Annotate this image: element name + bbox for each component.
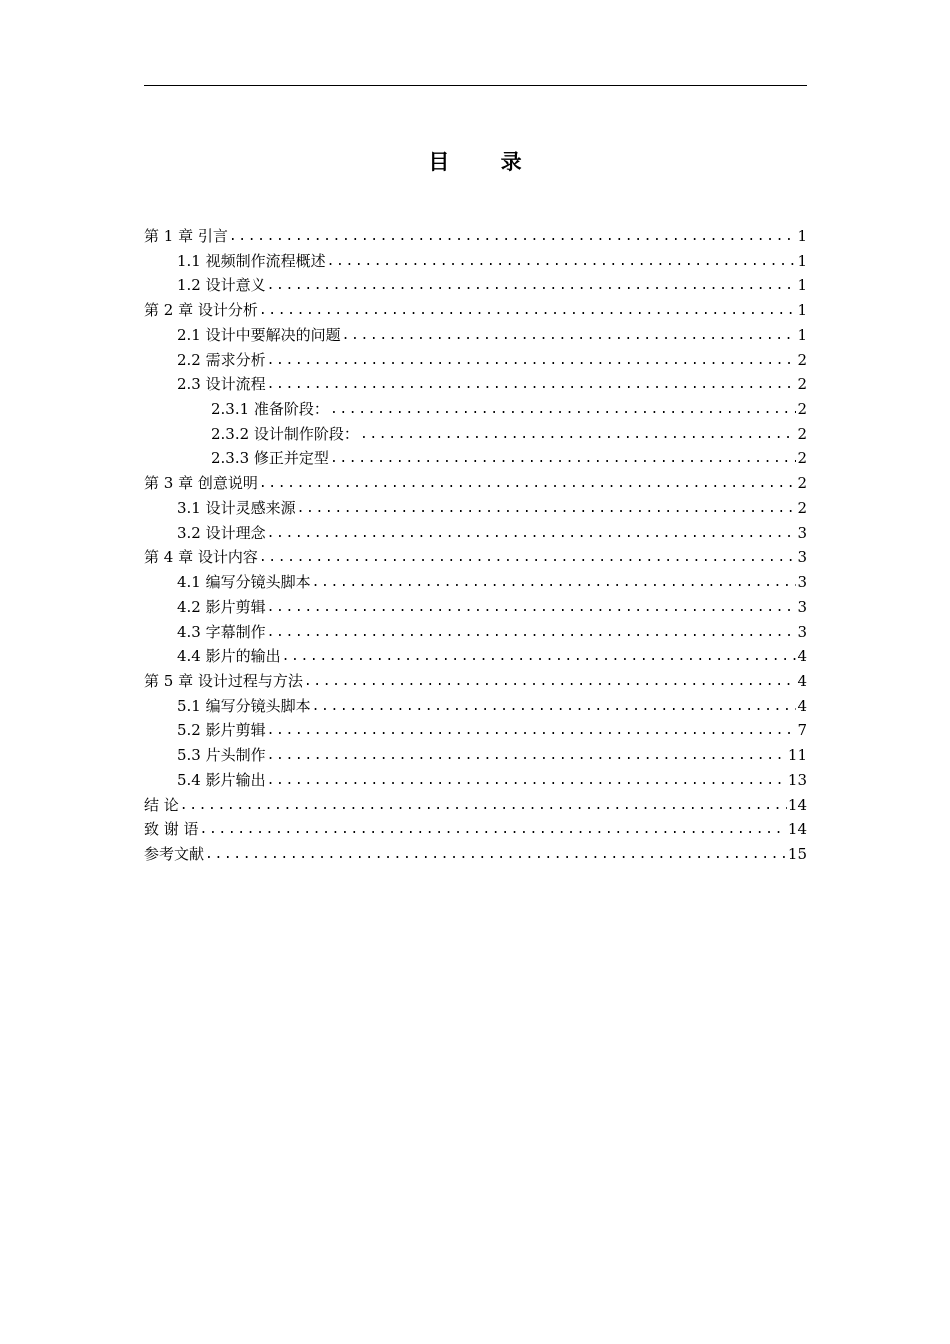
page-title: 目 录 xyxy=(428,150,544,174)
toc-entry[interactable] xyxy=(144,669,807,694)
toc-entry-page-number: 7 xyxy=(797,721,807,740)
toc-dot-leader xyxy=(259,546,797,571)
toc-entry[interactable] xyxy=(144,298,807,323)
toc-entry-page-number: 3 xyxy=(797,597,807,616)
toc-entry-label: 3.1 设计灵感来源 xyxy=(177,498,296,517)
toc-entry[interactable] xyxy=(144,644,807,669)
toc-dot-leader xyxy=(267,769,787,794)
toc-entry[interactable] xyxy=(144,273,807,298)
toc-entry-page-number: 1 xyxy=(797,325,807,344)
toc-dot-leader xyxy=(267,373,797,398)
toc-entry-label: 第 2 章 设计分析 xyxy=(144,301,258,320)
toc-entry-label: 1.2 设计意义 xyxy=(177,276,266,295)
toc-entry-page-number: 3 xyxy=(797,622,807,641)
toc-entry-label: 4.1 编写分镜头脚本 xyxy=(177,573,311,592)
toc-entry-page-number: 1 xyxy=(797,276,807,295)
toc-entry[interactable] xyxy=(144,446,807,471)
header-rule xyxy=(144,85,807,86)
toc-dot-leader xyxy=(330,447,797,472)
toc-entry-page-number: 15 xyxy=(787,844,807,863)
toc-entry-label: 参考文献 xyxy=(144,844,205,863)
toc-entry-page-number: 14 xyxy=(787,795,807,814)
toc-dot-leader xyxy=(259,472,797,497)
toc-entry-page-number: 2 xyxy=(797,449,807,468)
toc-dot-leader xyxy=(342,324,797,349)
toc-dot-leader xyxy=(312,695,797,720)
toc-entry[interactable] xyxy=(144,595,807,620)
toc-entry-page-number: 3 xyxy=(797,548,807,567)
toc-entry-label: 致 谢 语 xyxy=(144,820,199,839)
toc-dot-leader xyxy=(259,299,797,324)
toc-entry-label: 第 3 章 创意说明 xyxy=(144,474,258,493)
toc-entry-page-number: 1 xyxy=(797,251,807,270)
toc-dot-leader xyxy=(282,645,797,670)
toc-entry-label: 第 1 章 引言 xyxy=(144,227,228,245)
toc-entry-label: 2.3 设计流程 xyxy=(177,375,266,394)
toc-entry-page-number: 3 xyxy=(797,523,807,542)
toc-entry[interactable] xyxy=(144,570,807,595)
toc-entry[interactable] xyxy=(144,793,807,818)
toc-entry[interactable] xyxy=(144,397,807,422)
toc-entry-label: 4.2 影片剪辑 xyxy=(177,597,266,616)
toc-entry-label: 5.3 片头制作 xyxy=(177,746,266,765)
toc-dot-leader xyxy=(267,349,797,374)
toc-dot-leader xyxy=(205,843,787,868)
toc-entry[interactable] xyxy=(144,817,807,842)
toc-dot-leader xyxy=(267,596,797,621)
toc-list xyxy=(144,224,807,867)
toc-entry-label: 1.1 视频制作流程概述 xyxy=(177,251,326,270)
toc-entry-page-number: 2 xyxy=(797,350,807,369)
toc-entry[interactable] xyxy=(144,496,807,521)
toc-entry-page-number: 4 xyxy=(797,696,807,715)
toc-entry-page-number: 2 xyxy=(797,424,807,443)
toc-entry[interactable] xyxy=(144,249,807,274)
toc-entry-page-number: 1 xyxy=(797,227,807,245)
toc-dot-leader xyxy=(267,719,797,744)
toc-entry-page-number: 1 xyxy=(797,301,807,320)
toc-entry-page-number: 4 xyxy=(797,647,807,666)
toc-entry[interactable] xyxy=(144,842,807,867)
toc-dot-leader xyxy=(360,423,797,448)
toc-entry-label: 5.1 编写分镜头脚本 xyxy=(177,696,311,715)
toc-entry-label: 4.4 影片的输出 xyxy=(177,647,281,666)
toc-entry[interactable] xyxy=(144,348,807,373)
toc-entry[interactable] xyxy=(144,768,807,793)
toc-entry-page-number: 2 xyxy=(797,400,807,419)
toc-entry-label: 3.2 设计理念 xyxy=(177,523,266,542)
toc-entry-page-number: 2 xyxy=(797,474,807,493)
toc-entry-label: 第 4 章 设计内容 xyxy=(144,548,258,567)
toc-entry[interactable] xyxy=(144,620,807,645)
toc-dot-leader xyxy=(267,274,797,299)
toc-entry-label: 结 论 xyxy=(144,795,179,814)
toc-entry[interactable] xyxy=(144,694,807,719)
toc-entry[interactable] xyxy=(144,323,807,348)
toc-entry-page-number: 13 xyxy=(787,770,807,789)
toc-entry-page-number: 4 xyxy=(797,671,807,690)
toc-entry-label: 5.2 影片剪辑 xyxy=(177,721,266,740)
toc-entry[interactable] xyxy=(144,718,807,743)
toc-entry[interactable] xyxy=(144,471,807,496)
toc-dot-leader xyxy=(330,398,797,423)
toc-entry-label: 5.4 影片输出 xyxy=(177,770,266,789)
toc-entry-label: 第 5 章 设计过程与方法 xyxy=(144,671,303,690)
toc-dot-leader xyxy=(304,670,797,695)
toc-entry-label: 4.3 字幕制作 xyxy=(177,622,266,641)
toc-entry-page-number: 2 xyxy=(797,375,807,394)
toc-entry-label: 2.2 需求分析 xyxy=(177,350,266,369)
toc-dot-leader xyxy=(180,794,787,819)
toc-entry[interactable] xyxy=(144,422,807,447)
toc-entry-label: 2.3.1 准备阶段： xyxy=(211,400,329,419)
toc-entry-page-number: 11 xyxy=(787,746,807,765)
toc-dot-leader xyxy=(200,818,787,843)
toc-dot-leader xyxy=(297,497,797,522)
toc-entry-label: 2.3.3 修正并定型 xyxy=(211,449,329,468)
toc-entry[interactable] xyxy=(144,224,807,249)
toc-dot-leader xyxy=(312,571,797,596)
toc-entry-label: 2.3.2 设计制作阶段： xyxy=(211,424,359,443)
toc-dot-leader xyxy=(229,225,797,250)
toc-dot-leader xyxy=(267,522,797,547)
toc-entry[interactable] xyxy=(144,372,807,397)
toc-entry-page-number: 2 xyxy=(797,498,807,517)
toc-dot-leader xyxy=(327,250,797,275)
toc-entry-page-number: 14 xyxy=(787,820,807,839)
toc-entry-label: 2.1 设计中要解决的问题 xyxy=(177,325,341,344)
toc-entry-page-number: 3 xyxy=(797,573,807,592)
toc-dot-leader xyxy=(267,621,797,646)
toc-entry[interactable] xyxy=(144,521,807,546)
toc-entry[interactable] xyxy=(144,743,807,768)
toc-dot-leader xyxy=(267,744,787,769)
toc-entry[interactable] xyxy=(144,545,807,570)
